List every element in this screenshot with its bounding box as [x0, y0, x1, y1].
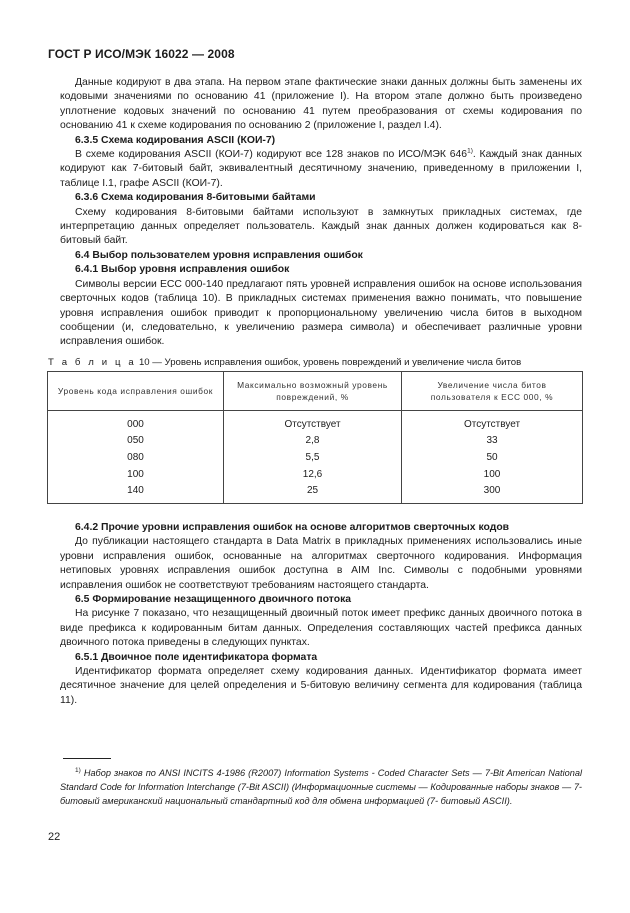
table-row — [48, 411, 583, 433]
table-cell: 050 — [48, 433, 224, 450]
table-cell: 25 — [224, 482, 402, 503]
page-header: ГОСТ Р ИСО/МЭК 16022 — 2008 — [48, 47, 235, 61]
column-header-bit-increase: Увеличение числа битов пользователя к ECC 000, % — [402, 372, 583, 411]
footnote — [60, 766, 582, 808]
heading-6-4-2: 6.4.2 Прочие уровни исправления ошибок на основе алгоритмов сверточных кодов — [75, 522, 510, 533]
table-cell: 5,5 — [224, 449, 402, 466]
heading-6-4: 6.4 Выбор пользователем уровня исправления ошибок — [75, 249, 363, 261]
heading-6-3-6: 6.3.6 Схема кодирования 8-битовыми байтами — [75, 192, 316, 204]
table-row — [48, 433, 583, 450]
footnote-divider — [63, 758, 111, 759]
table-cell: Отсутствует — [402, 411, 583, 433]
table-cell: Отсутствует — [224, 411, 402, 433]
table-row — [48, 482, 583, 503]
table-cell: 300 — [402, 482, 583, 503]
table-cell: 33 — [402, 433, 583, 450]
table-cell: 50 — [402, 449, 583, 466]
section-6-4-2-text — [60, 521, 582, 708]
table-cell: 100 — [48, 466, 224, 483]
table-cell: 140 — [48, 482, 224, 503]
page-number: 22 — [48, 831, 61, 843]
paragraph-ascii-scheme — [60, 148, 582, 191]
heading-6-3-5: 6.3.5 Схема кодирования ASCII (КОИ-7) — [75, 134, 276, 146]
heading-6-4-1: 6.4.1 Выбор уровня исправления ошибок — [75, 264, 290, 276]
table-row — [48, 449, 583, 466]
heading-6-5-1: 6.5.1 Двоичное поле идентификатора формата — [75, 651, 318, 663]
table-header-row — [48, 372, 583, 411]
footnote-ref: 1) — [467, 147, 473, 155]
table-caption-label: Т а б л и ц а — [48, 357, 137, 368]
section-6-3-text — [60, 76, 582, 350]
table-caption-text: 10 — Уровень исправления ошибок, уровень повреждений и увеличение числа битов — [136, 357, 522, 368]
paragraph-ascii-part2: . Каждый знак данных кодируют как 7-битовый байт, эквивалентный десятичному значению, приведенному в приложении I, таблице I.1, графе ASCII (КОИ-7). — [60, 149, 583, 189]
paragraph-encoding-stages: Данные кодируют в два этапа. На первом этапе фактические знаки данных должны быть заменены их кодовыми значениями по основанию 41 (приложение I). На втором этапе должно быть произведено уплотнение кодовых значений по основанию 41 путем преобразования от схемы кодирования по основанию 41 к схеме кодирования по основанию 2 (приложение I, раздел I.4). — [60, 77, 582, 132]
table-cell: 000 — [48, 411, 224, 433]
paragraph-format-id: Идентификатор формата определяет схему кодирования данных. Идентификатор формата имеет десятичное значение для целей определения и 5-битовую величину сегмента для кодирования (таблица 11). — [60, 666, 582, 706]
paragraph-ascii-part1: В схеме кодирования ASCII (КОИ-7) кодируют все 128 знаков по ИСО/МЭК 646 — [75, 149, 468, 161]
table-cell: 080 — [48, 449, 224, 466]
footnote-marker: 1) — [75, 766, 81, 774]
table-row — [48, 466, 583, 483]
column-header-damage-level: Максимально возможный уровень повреждений, % — [224, 372, 402, 411]
error-correction-table — [47, 371, 583, 504]
table-cell: 12,6 — [224, 466, 402, 483]
paragraph-8bit-scheme: Схему кодирования 8-битовыми байтами используют в замкнутых прикладных системах, где интерпретацию данных определяет пользователь. Каждый знак данных должен кодироваться как 8-битовый байт. — [60, 206, 582, 247]
table-cell: 100 — [402, 466, 583, 483]
table-cell: 2,8 — [224, 433, 402, 450]
paragraph-other-levels: До публикации настоящего стандарта в Data Matrix в прикладных применениях использовались иные уровни исправления ошибок, основанные на алгоритмах сверточного кодирования. Информация нетиповых уровнях исправления ошибок доступна в AIM Inc. Символы с подобными уровнями исправления ошибок не соответствуют требованиям настоящего стандарта. — [60, 536, 582, 591]
footnote-text: Набор знаков по ANSI INCITS 4-1986 (R2007) Information Systems - Coded Character Sets — 7-Bit American National Standard Code for Information Interchange (7-Bit ASCII) (Информационные системы — Кодированные наборы знаков — 7-битовый американский национальный стандартный код для обмена информацией (7- битовый ASCII). — [60, 768, 582, 806]
heading-6-5: 6.5 Формирование незащищенного двоичного потока — [75, 594, 352, 606]
paragraph-binary-stream: На рисунке 7 показано, что незащищенный двоичный поток имеет префикс данных двоичного потока в виде префикса к кодированным битам данных. Определения составляющих частей префикса данных двоичного потока приведены в следующих пунктах. — [60, 608, 582, 649]
paragraph-ecc-levels: Символы версии ECC 000-140 предлагают пять уровней исправления ошибок на основе использования сверточных кодов (таблица 10). В прикладных системах применения важно понимать, что повышение уровня исправления ошибок приводит к пропорциональному увеличению числа битов в выходном сообщении (и, следовательно, к увеличению размера символа) и обеспечивает различные уровни исправления ошибок. — [60, 278, 582, 348]
table-caption — [48, 357, 521, 368]
column-header-ecc-level: Уровень кода исправления ошибок — [48, 372, 224, 411]
